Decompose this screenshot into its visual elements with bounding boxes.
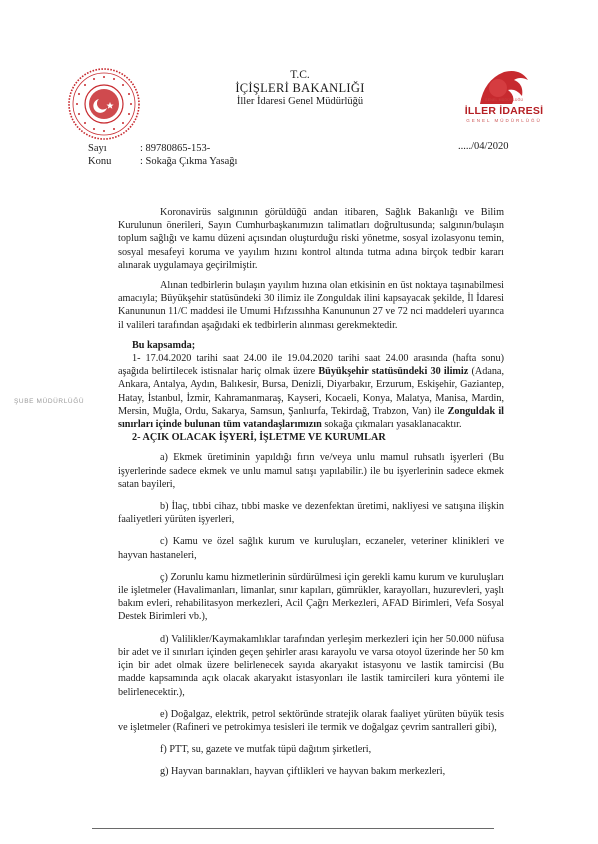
curfew-text-2: (Adana, Ankara, Antalya, Aydın, Balıkesir, Bursa, Denizli, Diyarbakır, Erzurum, Eskişehir, Gaziantep, Hatay, İstanbul, İzmir, Kahramanmaraş, Kayseri, Kocaeli, Konya, Malatya, Manisa, Mardin, Mersin, Muğla, Ordu, Sakarya, Samsun, Şanlıurfa, Tekirdağ, Trabzon, Van) ile — [118, 366, 504, 417]
logo-name: İLLER İDARESİ — [464, 105, 544, 117]
curfew-text-bold-2: Zonguldak il sınırları içinde bulunan tüm vatandaşlarımızın — [118, 405, 504, 431]
header-directorate: İller İdaresi Genel Müdürlüğü — [236, 96, 364, 107]
konu-value: : Sokağa Çıkma Yasağı — [140, 156, 238, 167]
sayi-label: Sayı — [88, 143, 107, 154]
list-item-c: c) Kamu ve özel sağlık kurum ve kuruluşları, eczaneler, veteriner klinikleri ve hayvan hastaneleri, — [118, 536, 504, 561]
footer-divider — [92, 828, 494, 829]
logo-top-text: GENEL MÜDÜRLÜĞÜ — [484, 98, 524, 102]
section-2-heading: 2- AÇIK OLACAK İŞYERİ, İŞLETME VE KURUMLAR — [132, 432, 386, 444]
header-ministry: İÇİŞLERİ BAKANLIĞI — [235, 81, 365, 95]
list-item-b: b) İlaç, tıbbi cihaz, tıbbi maske ve dezenfektan üretimi, nakliyesi ve satışına ilişkin faaliyetleri yürüten işyerleri, — [118, 501, 504, 526]
document-body — [118, 206, 504, 779]
list-item-g: g) Hayvan barınakları, hayvan çiftlikleri ve hayvan bakım merkezleri, — [160, 766, 446, 778]
curfew-text-1: 1- 17.04.2020 tarihi saat 24.00 ile 19.04.2020 tarihi saat 24.00 arasında (hafta sonu) aşağıda belirtilecek istisnalar hariç olmak üzere — [118, 353, 504, 378]
list-item-e: e) Doğalgaz, elektrik, petrol sektöründe stratejik olarak faaliyet yürüten büyük tesis ve işletmeler (Rafineri ve petrokimya tesisleri ile termik ve doğalgaz çevrim santralleri gibi), — [118, 708, 504, 733]
margin-stamp: ŞUBE MÜDÜRLÜĞÜ — [14, 398, 85, 405]
list-item-a: a) Ekmek üretiminin yapıldığı fırın ve/veya unlu mamul ruhsatlı işyerleri (Bu işyerlerinde sadece ekmek ve unlu mamul satışı yapılabilir.) ile bu işyerlerinin sadece ekmek satan bayileri, — [118, 452, 504, 490]
curfew-text-3: sokağa çıkmaları yasaklanacaktır. — [321, 419, 462, 431]
paragraph-measures: Alınan tedbirlerin bulaşın yayılım hızına olan etkisinin en üst noktaya taşınabilmesi amacıyla; Büyükşehir statüsündeki 30 ilimiz ile Zonguldak ilini kapsayacak şekilde, İl İdaresi Kanununun 11/C maddesi ile Umumi Hıfzıssıhha Kanununun 27 ve 72 nci maddeleri uyarınca il valileri tarafından aşağıdaki ek tedbirlerin alınması gerekmektedir. — [118, 280, 504, 331]
curfew-text-bold-1: Büyükşehir statüsündeki 30 ilimiz — [318, 366, 469, 378]
paragraph-intro: Koronavirüs salgınının görüldüğü andan itibaren, Sağlık Bakanlığı ve Bilim Kurulunun önerileri, Sayın Cumhurbaşkanımızın talimatları doğrultusunda; salgının/bulaşın toplum sağlığı ve kamu düzeni açısından oluşturduğu riski yönetme, sosyal izolasyonu temin, sosyal mesafeyi koruma ve yayılım hızını kontrol altında tutma adına birçok tedbir kararı alınarak uygulamaya geçirilmiştir. — [118, 207, 504, 271]
sayi-value: : 89780865-153- — [140, 143, 211, 154]
list-item-f: f) PTT, su, gazete ve mutfak tüpü dağıtım şirketleri, — [160, 744, 372, 756]
logo-subtitle: GENEL MÜDÜRLÜĞÜ — [466, 118, 542, 123]
paragraph-curfew — [118, 352, 504, 431]
ministry-seal-icon — [66, 66, 142, 142]
bu-kapsamda-heading: Bu kapsamda; — [132, 339, 196, 351]
header-tc: T.C. — [290, 69, 310, 81]
list-item-d: d) Valilikler/Kaymakamlıklar tarafından yerleşim merkezleri için her 50.000 nüfusa bir adet ve il sınırları içinden geçen şehirler arası karayolu ve varsa otoyol üzerinde her 50 km için bir adet olmak üzere belirlenecek sayıda akaryakıt istasyonu ve lastik tamircisi (Bu madde kapsamında açık olacak akaryakıt istasyonları ile lastik tamircileri kura yöntemi ile belirlenecektir.), — [118, 633, 504, 698]
iller-idaresi-logo-icon — [470, 66, 536, 126]
konu-label: Konu — [88, 156, 112, 167]
list-item-cc: ç) Zorunlu kamu hizmetlerinin sürdürülmesi için gerekli kamu kurum ve kuruluşları ile işletmeler (Havalimanları, limanlar, sınır kapıları, gümrükler, karayolları, huzurevleri, yaşlı bakım evleri, rehabilitasyon merkezleri, Acil Çağrı Merkezleri, AFAD Birimleri, Vefa Sosyal Destek Birimleri vb.), — [118, 571, 504, 623]
document-date: ...../04/2020 — [458, 141, 509, 152]
